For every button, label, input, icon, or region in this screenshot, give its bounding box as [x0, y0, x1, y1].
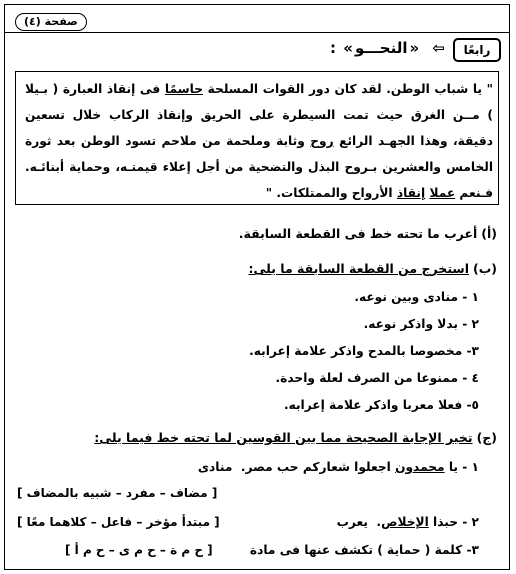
choice-item — [198, 460, 479, 474]
underlined-word: إنقاذ — [396, 186, 426, 200]
heading-colon: : — [330, 39, 337, 57]
ornament-right: » — [343, 39, 353, 57]
header-divider — [5, 32, 509, 33]
section-heading — [330, 39, 445, 57]
passage-text: فى إنقاذ العبارة ( بـيلا ) مــن الغرق حيث تمت السيطرة على الحريق وإنقاذ الركاب خلال تسعين دقيقة، وهذا الجهـد الرائع — [25, 82, 493, 148]
list-item: ٣- مخصوصا بالمدح واذكر علامة إعرابه. — [249, 344, 479, 358]
arrow-left-icon: ⇦ — [432, 39, 445, 57]
exam-page — [4, 4, 510, 570]
underlined-word: الإخلاص — [381, 515, 429, 529]
passage-text: الأرواح والممتلكات. " — [265, 186, 397, 200]
page-number-label: صفحة (٤) — [15, 13, 87, 31]
choice-item — [250, 543, 479, 557]
answer-options: [ مضاف – مفرد – شبيه بالمضاف ] — [17, 486, 218, 500]
passage-text: " يا شباب الوطن. لقد كان دور القوات المسلحة — [202, 82, 494, 96]
question-letter: (ب) — [473, 261, 497, 276]
answer-options: [ مبتدأ مؤخر – فاعل – كلاهما معًا ] — [17, 515, 220, 529]
underlined-word: روح — [310, 134, 334, 148]
choice-tail: يعرب — [336, 515, 368, 529]
choice-text: . — [376, 515, 382, 529]
passage-text: وثابة وملحمة من ملاحم تسود الوطن بعد ثورة الخامس والعشرين بـروح البذل والتضحية من أجل إعلاء قيمتـه، وحماية أبنائـه. فـنعم — [25, 134, 493, 200]
list-item: ٥- فعلا معربا واذكر علامة إعرابه. — [283, 398, 479, 412]
question-b — [248, 261, 497, 276]
choice-text: اجعلوا شعاركم حب مصر. — [240, 460, 396, 474]
question-text: أعرب ما تحته خط فى القطعة السابقة. — [238, 226, 478, 241]
underlined-word: عملا — [429, 186, 456, 200]
answer-options: [ ح م ة – ح م ى – ح م أ ] — [65, 543, 213, 557]
reading-passage — [25, 76, 493, 206]
list-item: ٢ - بدلا واذكر نوعه. — [363, 317, 479, 331]
list-item: ٤ - ممنوعا من الصرف لعلة واحدة. — [275, 371, 479, 385]
question-title: تخير الإجابة الصحيحة مما بين القوسين لما تحته خط فيما يلى: — [94, 430, 473, 445]
choice-item — [337, 515, 479, 529]
section-badge: رابعًا — [453, 38, 501, 62]
choice-text: ٢ - حبذا — [428, 515, 479, 529]
question-letter: (ج) — [476, 430, 497, 445]
question-c — [94, 430, 497, 445]
ornament-left: « — [409, 39, 420, 57]
choice-tail: منادى — [197, 460, 233, 474]
underlined-word: محمدون — [395, 460, 445, 474]
section-title: النحـــو — [354, 39, 408, 57]
choice-text: ١ - يا — [444, 460, 479, 474]
question-a — [239, 226, 497, 241]
list-item: ١ - منادى وبين نوعه. — [354, 290, 479, 304]
question-letter: (أ) — [481, 226, 497, 241]
question-title: استخرج من القطعة السابقة ما يلى: — [248, 261, 469, 276]
underlined-word: حاسمًا — [164, 82, 203, 96]
choice-text: ٣- كلمة ( حماية ) تكشف عنها فى مادة — [249, 543, 479, 557]
